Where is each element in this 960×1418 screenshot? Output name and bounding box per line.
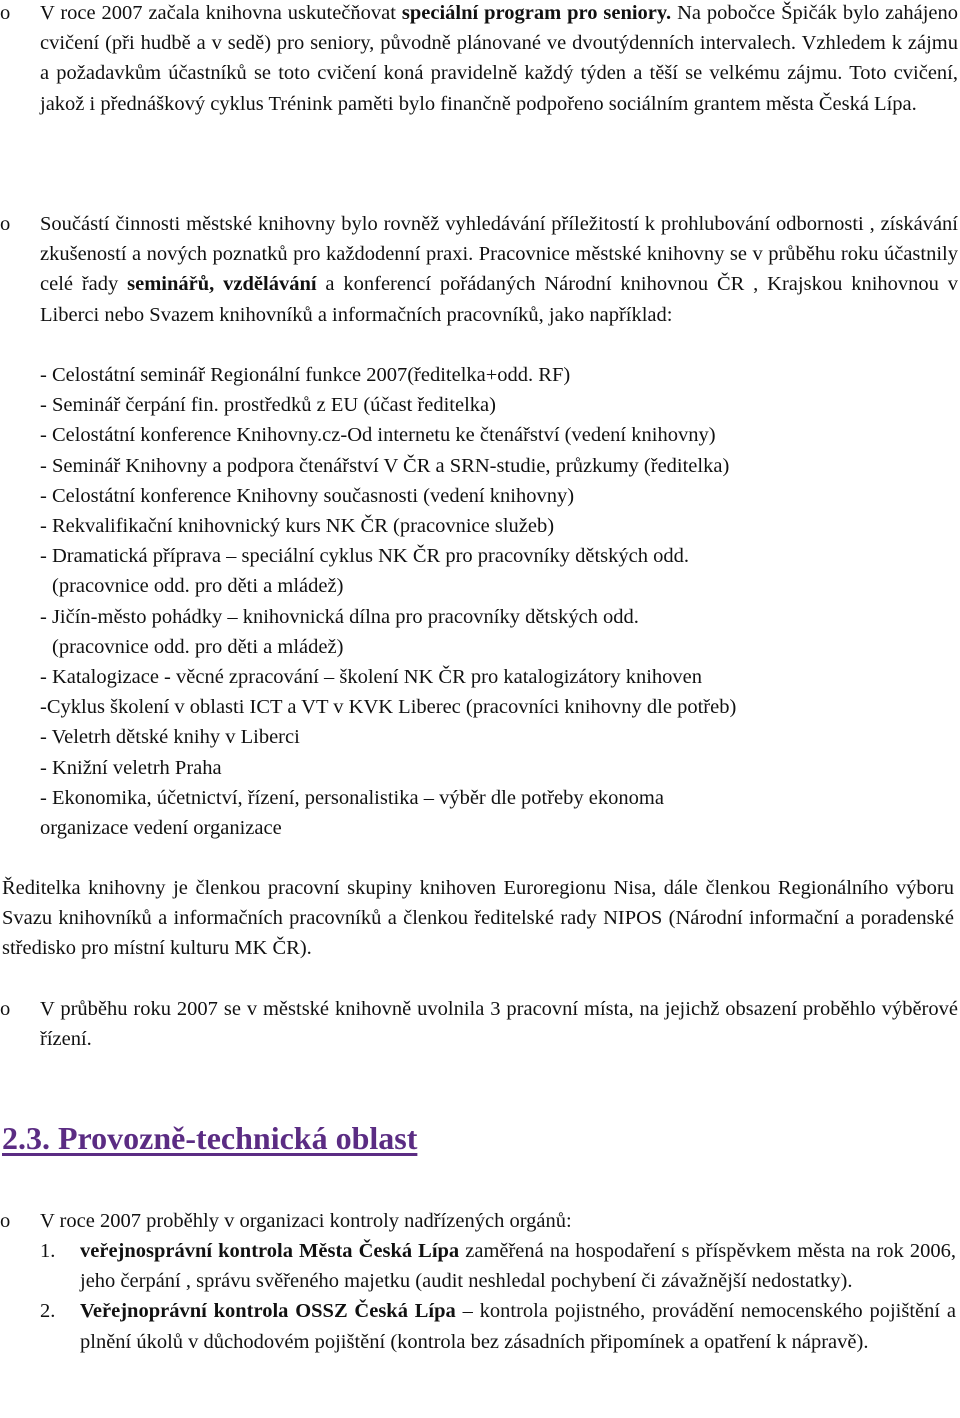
event-item: - Celostátní konference Knihovny.cz-Od internetu ke čtenářství (vedení knihovny): [40, 424, 716, 447]
paragraph-text: V roce 2007 začala knihovna uskutečňovat speciální program pro seniory. Na pobočce Špičák bylo zahájeno cvičení (při hudbě a v sedě) pro seniory, původně plánované ve dvoutýdenních intervalech. Vzhledem k zájmu a požadavkům účastníků se toto cvičení koná pravidelně každý týden a těší se velkému zájmu. Toto cvičení, jakož i přednáškový cyklus Trénink paměti bylo finančně podpořeno sociálním grantem města Česká Lípa.: [40, 2, 959, 115]
event-item: - Dramatická příprava – speciální cyklus NK ČR pro pracovníky dětských odd.: [40, 545, 689, 568]
event-item: - Veletrh dětské knihy v Liberci: [40, 726, 300, 749]
event-item: - Seminář čerpání fin. prostředků z EU (účast ředitelka): [40, 394, 496, 417]
event-item: - Celostátní konference Knihovny současnosti (vedení knihovny): [40, 484, 575, 507]
event-item: organizace vedení organizace: [40, 817, 282, 840]
paragraph-director-membership: Ředitelka knihovny je členkou pracovní skupiny knihoven Euroregionu Nisa, dále členkou Regionálního výboru Svazu knihovníků a informačních pracovníků a členkou ředitelské rady NIPOS (Národní informační a poradenské středisko pro místní kulturu MK ČR).: [2, 877, 954, 960]
event-item: - Rekvalifikační knihovnický kurs NK ČR (pracovnice služeb): [40, 515, 555, 538]
bullet-icon: o: [0, 998, 11, 1020]
event-list: [40, 360, 940, 843]
control-text: Veřejnoprávní kontrola OSSZ Česká Lípa – kontrola pojistného, provádění nemocenského pojištění a plnění úkolů v důchodovém pojištění (kontrola bez zásadních připomínek a opatření k nápravě).: [80, 1300, 956, 1353]
list-number: 2.: [40, 1300, 56, 1323]
event-item: -Cyklus školení v oblasti ICT a VT v KVK Liberec (pracovníci knihovny dle potřeb): [40, 696, 737, 719]
bullet-icon: o: [0, 213, 11, 235]
paragraph-senior-program: [0, 0, 958, 119]
bullet-icon: o: [0, 2, 11, 24]
paragraph-professional-development: [0, 209, 958, 330]
paragraph-staffing: [0, 994, 958, 1054]
paragraph-text: V průběhu roku 2007 se v městské knihovně uvolnila 3 pracovní místa, na jejichž obsazení proběhlo výběrové řízení.: [40, 998, 958, 1051]
controls-list: [40, 1236, 956, 1357]
paragraph-text: V roce 2007 proběhly v organizaci kontroly nadřízených orgánů:: [40, 1210, 572, 1232]
event-item: - Ekonomika, účetnictví, řízení, personalistika – výběr dle potřeby ekonoma: [40, 786, 664, 809]
event-item-note: (pracovnice odd. pro děti a mládež): [52, 575, 344, 598]
list-number: 1.: [40, 1240, 56, 1262]
bullet-icon: o: [0, 1210, 11, 1232]
event-item: - Celostátní seminář Regionální funkce 2007(ředitelka+odd. RF): [40, 364, 571, 386]
paragraph-controls: [0, 1206, 958, 1236]
control-text: veřejnosprávní kontrola Města Česká Lípa zaměřená na hospodaření s příspěvkem města na rok 2006, jeho čerpání , správu svěřeného majetku (audit neshledal pochybení či závažnější nedostatky).: [80, 1240, 956, 1293]
event-item-note: (pracovnice odd. pro děti a mládež): [52, 635, 344, 658]
control-item: [40, 1296, 956, 1356]
event-item: - Knižní veletrh Praha: [40, 756, 222, 779]
control-item: [40, 1236, 956, 1296]
event-item: - Seminář Knihovny a podpora čtenářství V ČR a SRN-studie, průzkumy (ředitelka): [40, 454, 730, 477]
paragraph-text: Součástí činnosti městské knihovny bylo rovněž vyhledávání příležitostí k prohlubování odbornosti , získávání zkušeností a nových poznatků pro každodenní praxi. Pracovnice městské knihovny se v průběhu roku účastnily celé řady seminářů, vzdělávání a konferencí pořádaných Národní knihovnou ČR , Krajskou knihovnou v Liberci nebo Svazem knihovníků a informačních pracovníků, jako například:: [40, 213, 958, 326]
event-item: - Katalogizace - věcné zpracování – školení NK ČR pro katalogizátory knihoven: [40, 666, 703, 689]
section-heading: 2.3. Provozně-technická oblast: [2, 1120, 418, 1156]
event-item: - Jičín-město pohádky – knihovnická dílna pro pracovníky dětských odd.: [40, 605, 639, 628]
